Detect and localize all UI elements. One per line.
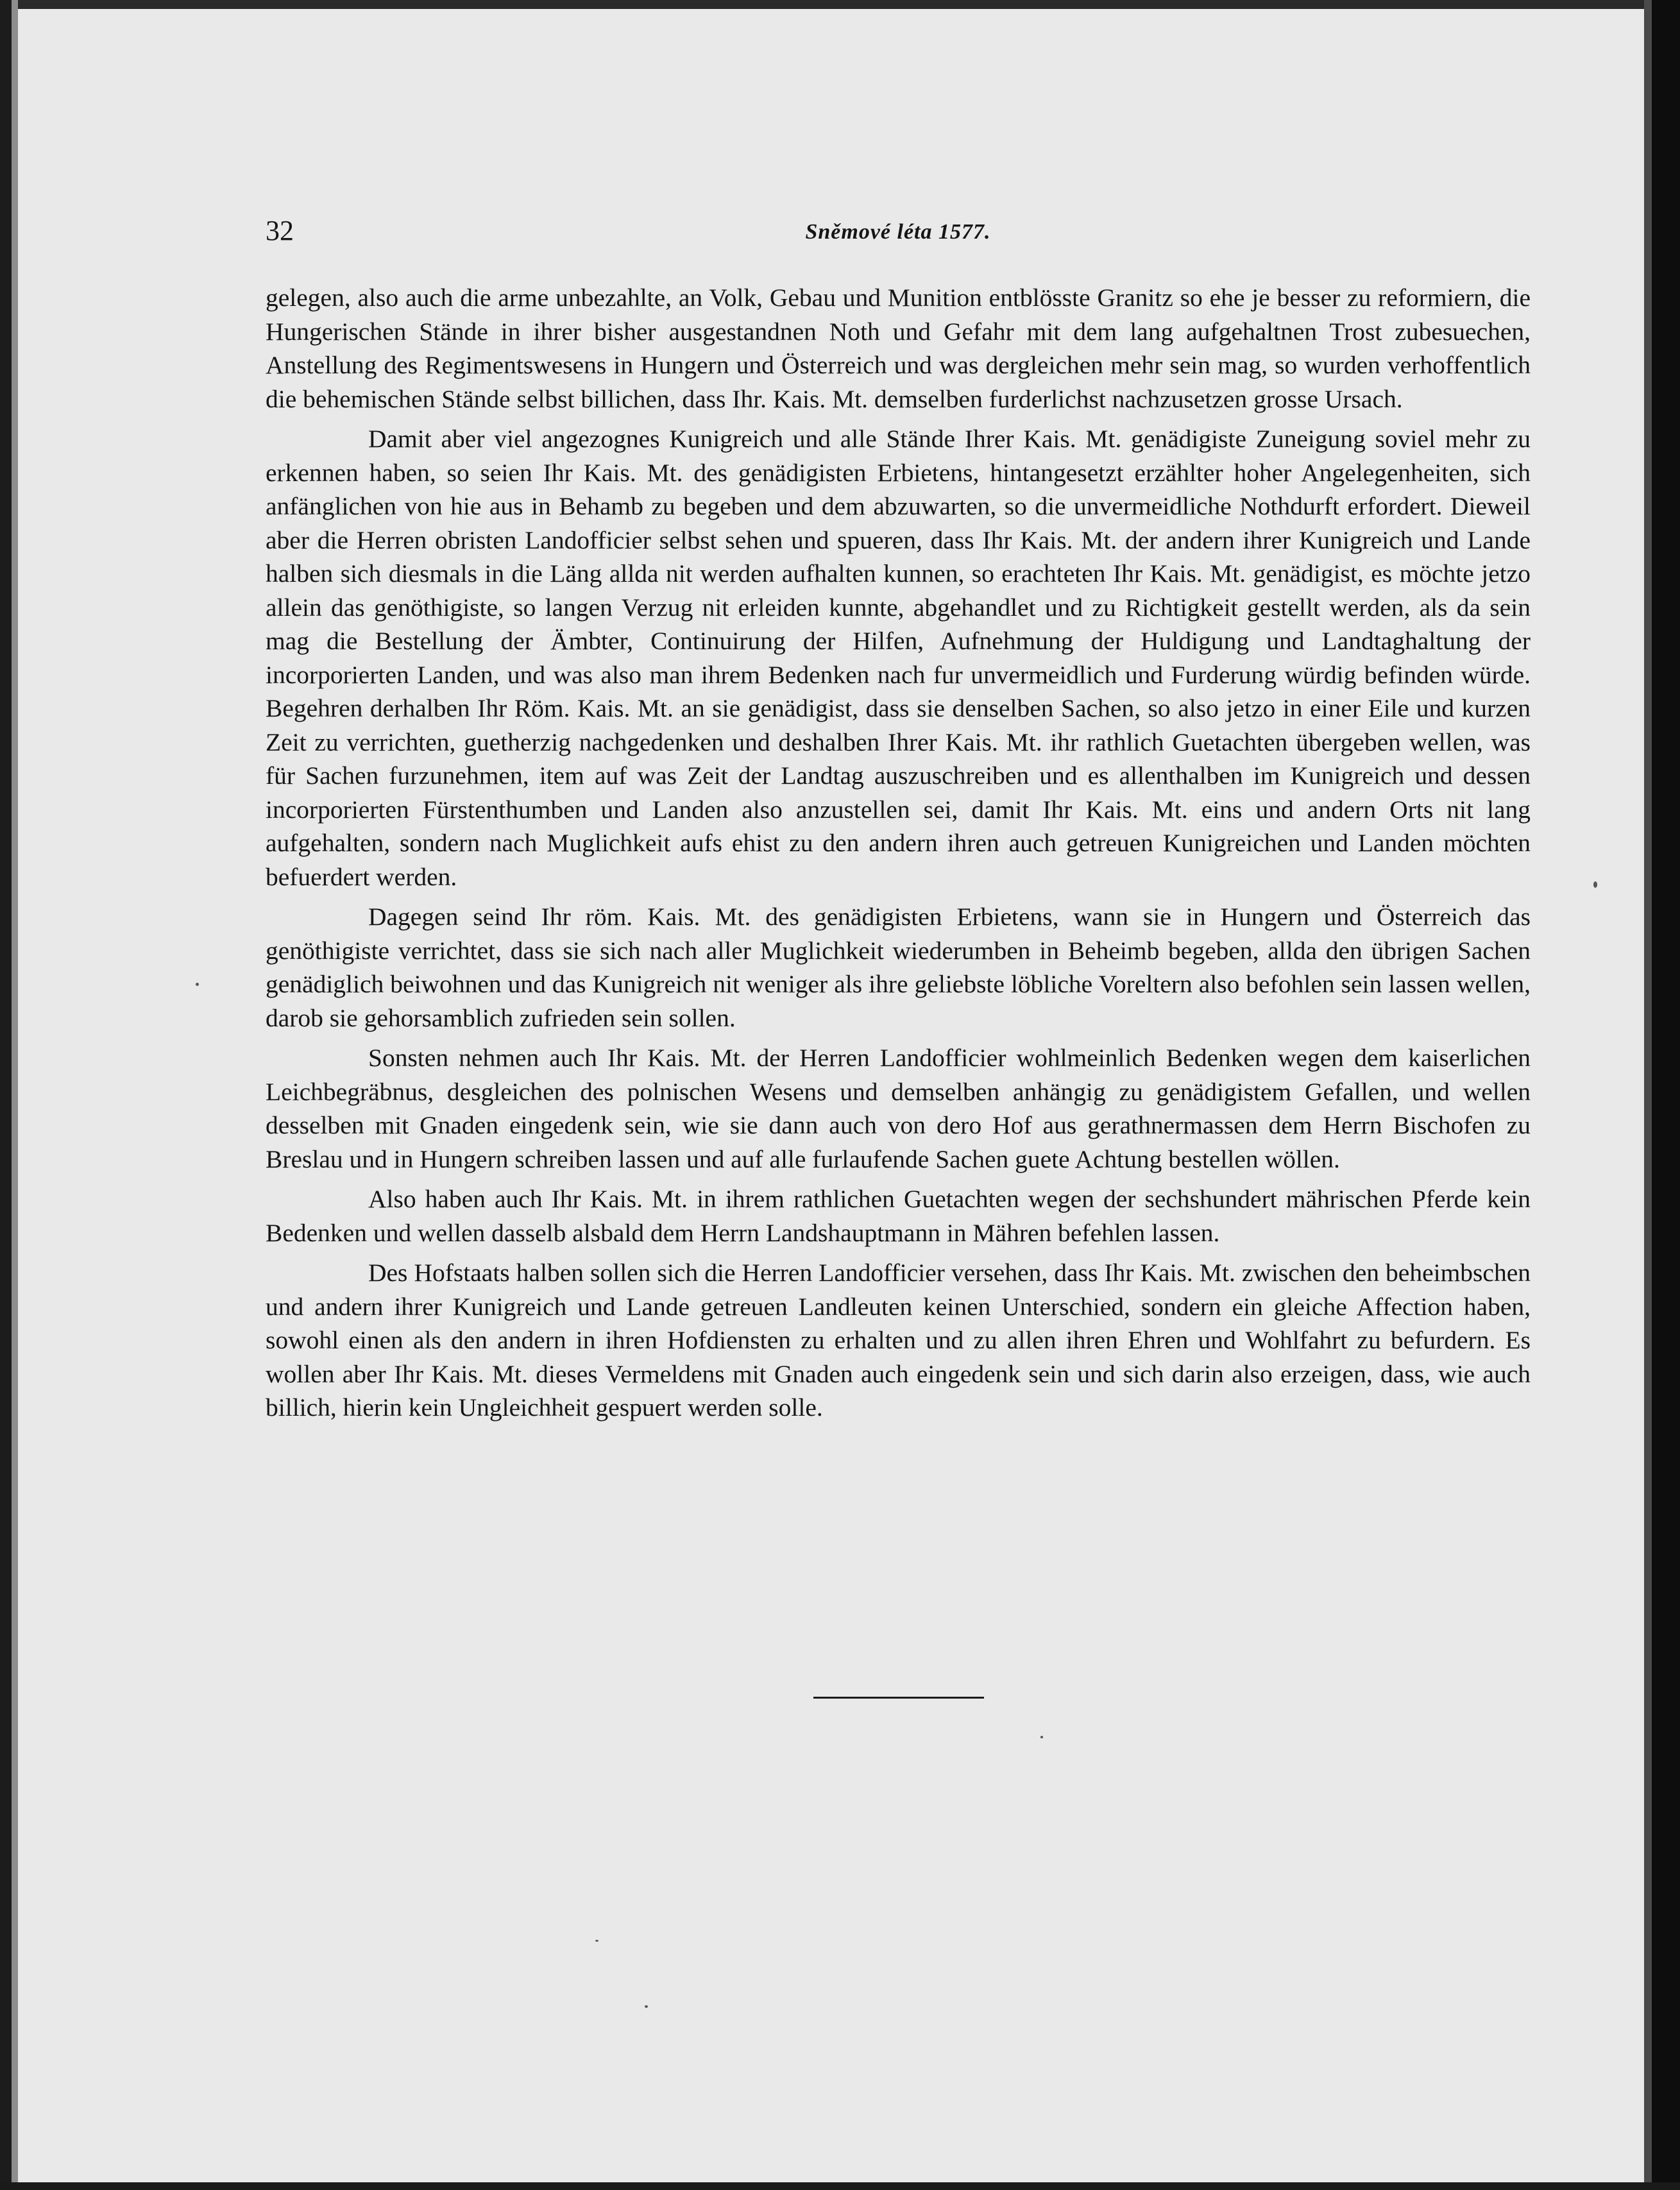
- running-title: Sněmové léta 1577.: [805, 220, 991, 244]
- page-header: [266, 212, 1531, 258]
- dust-speck: [196, 983, 199, 986]
- dust-speck: [595, 1940, 598, 1942]
- scan-border-top: [0, 0, 1680, 9]
- paragraph-continuation: gelegen, also auch die arme unbezahlte, an Volk, Gebau und Munition entblösste Granitz so ehe je besser zu reformiern, die Hungerischen Stände in ihrer bisher ausgestandnen Noth und Gefahr mit dem lang aufgehaltnen Trost zubesuechen, Anstellung des Regimentswesens in Hungern und Österreich und was dergleichen mehr sein mag, so wurden verhoffentlich die behemischen Stände selbst billichen, dass Ihr. Kais. Mt. demselben furderlichst nachzusetzen grosse Ursach.: [266, 284, 1531, 413]
- scan-border-bottom: [0, 2182, 1680, 2190]
- body-text: [266, 281, 1531, 1425]
- paragraph: Sonsten nehmen auch Ihr Kais. Mt. der Herren Landofficier wohlmeinlich Bedenken wegen dem kaiserlichen Leichbegräbnus, desgleichen des polnischen Wesens und demselben anhängig zu genädigistem Gefallen, und wellen desselben mit Gnaden eingedenk sein, wie sie dann auch von dero Hof aus gerathnermassen dem Herrn Bischofen zu Breslau und in Hungern schreiben lassen und auf alle furlaufende Sachen guete Achtung bestellen wöllen.: [266, 1044, 1531, 1173]
- scan-border-right-shadow: [1644, 0, 1652, 2190]
- page-number: 32: [266, 215, 294, 246]
- paragraph: Dagegen seind Ihr röm. Kais. Mt. des genädigisten Erbietens, wann sie in Hungern und Österreich das genöthigiste verrichtet, dass sie sich nach aller Muglichkeit wiederumben in Beheimb begeben, allda den übrigen Sachen genädiglich beiwohnen und das Kunigreich nit weniger als ihre geliebste löbliche Voreltern also befohlen sein lassen wellen, darob sie gehorsamblich zufrieden sein sollen.: [266, 903, 1531, 1032]
- dust-speck: [645, 2005, 648, 2008]
- section-end-rule: [813, 1697, 984, 1699]
- paragraph: Damit aber viel angezognes Kunigreich und alle Stände Ihrer Kais. Mt. genädigiste Zuneigung soviel mehr zu erkennen haben, so seien Ihr Kais. Mt. des genädigisten Erbietens, hintangesetzt erzählter hoher Angelegenheiten, sich anfänglichen von hie aus in Behamb zu begeben und dem abzuwarten, so die unvermeidliche Nothdurft erfordert. Dieweil aber die Herren obristen Landofficier selbst sehen und spueren, dass Ihr Kais. Mt. der andern ihrer Kunigreich und Lande halben sich diesmals in die Läng allda nit werden aufhalten kunnen, so erachteten Ihr Kais. Mt. genädigist, es möchte jetzo allein das genöthigiste, so langen Verzug nit erleiden kunnte, abgehandlet und zu Richtigkeit gestellt werden, als da sein mag die Bestellung der Ämbter, Continuirung der Hilfen, Aufnehmung der Huldigung und Landtaghaltung der incorporierten Landen, und was also man ihrem Bedenken nach fur unvermeidlich und Furderung würdig befinden würde. Begehren derhalben Ihr Röm. Kais. Mt. an sie genädigist, dass sie denselben Sachen, so also jetzo in einer Eile und kurzen Zeit zu verrichten, guetherzig nachgedenken und deshalben Ihrer Kais. Mt. ihr rathlich Guetachten übergeben wellen, was für Sachen furzunehmen, item auf was Zeit der Landtag auszuschreiben und es allenthalben im Kunigreich und dessen incorporierten Fürstenthumben und Landen also anzustellen sei, damit Ihr Kais. Mt. eins und andern Orts nit lang aufgehalten, sondern nach Muglichkeit aufs ehist zu den andern ihren auch getreuen Kunigreichen und Landen möchten befuerdert werden.: [266, 425, 1531, 891]
- scan-border-left: [0, 0, 12, 2190]
- dust-speck: [1593, 881, 1597, 888]
- document-page: [266, 212, 1531, 1431]
- paragraph: Des Hofstaats halben sollen sich die Herren Landofficier versehen, dass Ihr Kais. Mt. zwischen den beheimbschen und andern ihrer Kunigreich und Lande getreuen Landleuten keinen Unterschied, sondern ein gleiche Affection haben, sowohl einen als den andern in ihren Hofdiensten zu erhalten und zu allen ihren Ehren und Wohlfahrt zu befurdern. Es wollen aber Ihr Kais. Mt. dieses Vermeldens mit Gnaden auch eingedenk sein und sich darin also erzeigen, dass, wie auch billich, hierin kein Ungleichheit gespuert werden solle.: [266, 1259, 1531, 1422]
- paragraph: Also haben auch Ihr Kais. Mt. in ihrem rathlichen Guetachten wegen der sechshundert mährischen Pferde kein Bedenken und wellen dasselb alsbald dem Herrn Landshauptmann in Mähren befehlen lassen.: [266, 1185, 1531, 1247]
- dust-speck: [1040, 1736, 1043, 1738]
- scan-border-left-shadow: [12, 0, 18, 2190]
- scan-border-right: [1652, 0, 1680, 2190]
